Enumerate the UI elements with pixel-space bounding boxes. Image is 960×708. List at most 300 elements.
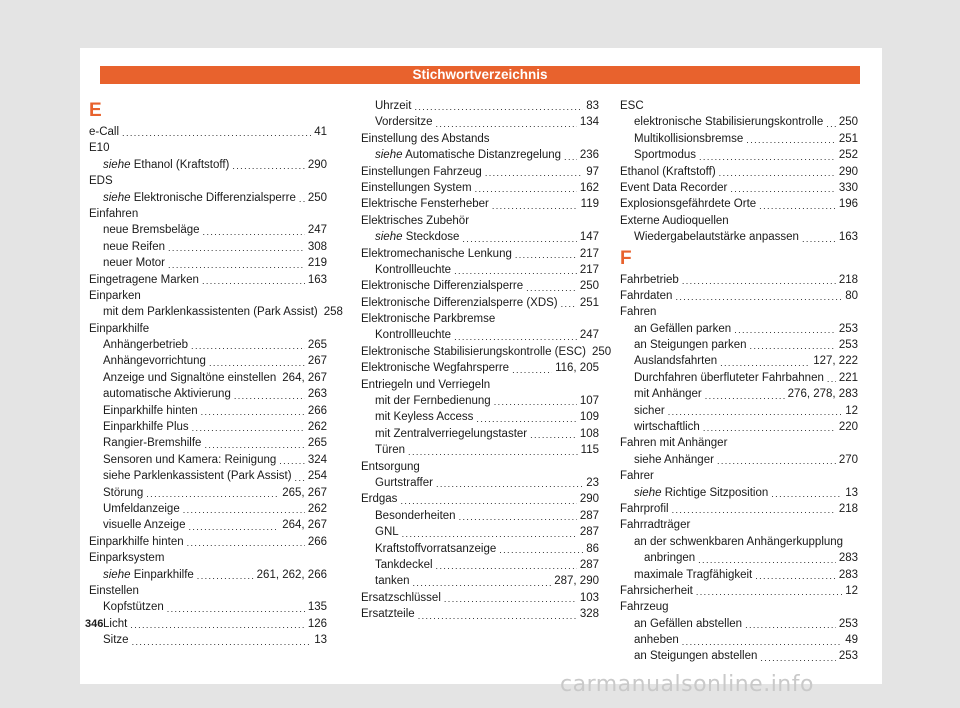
index-entry	[361, 295, 599, 311]
index-page-ref: 86	[586, 542, 599, 555]
dot-leader	[299, 192, 305, 206]
index-page-ref: 236	[579, 149, 599, 162]
index-page-ref: 250	[592, 345, 612, 358]
dot-leader	[755, 569, 836, 583]
index-entry-text: Steckdose	[405, 231, 460, 244]
index-heading: Einparksystem	[89, 552, 165, 565]
dot-leader	[696, 585, 842, 599]
dot-leader	[122, 126, 311, 140]
index-entry-label	[103, 501, 180, 517]
index-heading: Elektronische Parkbremse	[361, 313, 496, 326]
dot-leader	[476, 412, 576, 426]
index-entry-label	[103, 567, 194, 583]
index-entry	[89, 534, 327, 550]
index-entry-text: neue Reifen	[103, 240, 166, 253]
index-entry	[620, 272, 858, 288]
index-entry-text: an Gefällen abstellen	[634, 617, 743, 630]
index-page-ref: 41	[314, 125, 327, 138]
index-page-ref: 13	[314, 634, 327, 647]
index-page-ref: 261, 262, 266	[256, 568, 327, 581]
index-entry-text: Ersatzteile	[361, 608, 415, 621]
index-entry-text: Fahrsicherheit	[620, 584, 693, 597]
index-entry-label	[103, 599, 164, 615]
index-page-ref: 253	[838, 650, 858, 663]
index-entry	[89, 386, 327, 402]
index-entry	[620, 337, 858, 353]
index-page-ref: 49	[845, 634, 858, 647]
index-entry	[361, 426, 599, 442]
siehe-reference: siehe	[103, 568, 131, 581]
index-heading: Einstellen	[89, 584, 139, 597]
page-number: 346	[85, 618, 104, 630]
dot-leader	[561, 297, 577, 311]
index-page-ref: 221	[838, 371, 858, 384]
dot-leader	[414, 100, 583, 114]
index-entry	[620, 131, 858, 147]
index-heading: Fahrradträger	[620, 519, 691, 532]
index-entry-label	[375, 442, 405, 458]
index-page-ref: 287	[579, 509, 599, 522]
index-page-ref: 163	[838, 231, 858, 244]
dot-leader	[201, 405, 305, 419]
index-entry-text: siehe Parklenkassistent (Park Assist)	[103, 470, 292, 483]
index-entry-label	[89, 124, 119, 140]
dot-leader	[204, 438, 304, 452]
index-heading: an der schwenkbaren Anhängerkupplung	[634, 535, 844, 548]
index-entry-text: Einparkhilfe	[133, 568, 194, 581]
index-page-ref: 247	[307, 224, 327, 237]
index-entry-text: e-Call	[89, 125, 120, 138]
index-page-ref: 12	[845, 404, 858, 417]
index-page-ref: 290	[307, 158, 327, 171]
index-entry-label	[361, 246, 512, 262]
dot-leader	[499, 543, 583, 557]
index-entry-label	[103, 190, 296, 206]
index-entry-text: Einstellungen System	[361, 181, 472, 194]
index-entry	[361, 442, 599, 458]
dot-leader	[771, 487, 842, 501]
index-entry-label	[644, 550, 695, 566]
dot-leader	[444, 592, 577, 606]
dot-leader	[234, 389, 305, 403]
index-entry-text: maximale Tragfähigkeit	[634, 568, 753, 581]
index-entry-label	[634, 337, 747, 353]
index-entry-label	[361, 164, 482, 180]
index-entry	[620, 370, 858, 386]
index-entry	[361, 541, 599, 557]
index-entry-text: wirtschaftlich	[634, 421, 700, 434]
index-entry-label	[375, 409, 473, 425]
index-entry-label	[103, 435, 201, 451]
index-page-ref: 270	[838, 453, 858, 466]
index-heading: Entsorgung	[361, 460, 420, 473]
dot-leader	[459, 510, 577, 524]
index-entry	[620, 501, 858, 517]
index-entry-label	[375, 524, 399, 540]
dot-leader	[454, 264, 577, 278]
index-entry	[89, 501, 327, 517]
index-entry	[89, 567, 327, 583]
index-entry-label	[103, 468, 292, 484]
index-page-ref: 107	[579, 395, 599, 408]
index-entry-text: Ethanol (Kraftstoff)	[133, 158, 230, 171]
index-entry	[361, 606, 599, 622]
index-entry	[361, 491, 599, 507]
index-entry-text: Ethanol (Kraftstoff)	[620, 165, 716, 178]
dot-leader	[436, 477, 583, 491]
index-entry-label	[89, 534, 184, 550]
dot-leader	[232, 159, 304, 173]
index-page-ref: 287, 290	[554, 575, 599, 588]
dot-leader	[462, 232, 576, 246]
index-entry	[361, 573, 599, 589]
index-page-ref: 103	[579, 591, 599, 604]
index-entry	[620, 353, 858, 369]
index-entry-label	[361, 606, 415, 622]
index-letter-heading: F	[620, 247, 632, 269]
index-entry-label	[620, 180, 727, 196]
index-entry-text: Elektronische Differenzialsperre (XDS)	[361, 296, 558, 309]
index-page-ref: 264, 267	[282, 371, 328, 384]
index-page-ref: 287	[579, 558, 599, 571]
index-entry-text: Sensoren und Kamera: Reinigung	[103, 453, 277, 466]
index-entry-text: mit dem Parklenkassistenten (Park Assist)	[103, 306, 318, 319]
index-page-ref: 266	[307, 404, 327, 417]
index-entry-text: Richtige Sitzposition	[664, 486, 769, 499]
index-entry-label	[103, 419, 189, 435]
index-entry	[620, 616, 858, 632]
index-entry-text: Kraftstoffvorratsanzeige	[375, 542, 497, 555]
index-entry-label	[634, 131, 743, 147]
index-entry	[620, 180, 858, 196]
index-page-ref: 253	[838, 322, 858, 335]
index-page-ref: 247	[579, 329, 599, 342]
index-page-ref: 264, 267	[282, 519, 327, 532]
index-entry-text: mit Anhänger	[634, 388, 702, 401]
index-entry	[620, 114, 858, 130]
index-heading: E10	[89, 142, 110, 155]
index-page-ref: 97	[586, 165, 599, 178]
siehe-reference: siehe	[103, 191, 131, 204]
index-entry-label	[103, 485, 143, 501]
dot-leader	[494, 395, 577, 409]
index-page-ref: 283	[838, 568, 858, 581]
index-entry-label	[103, 403, 198, 419]
index-entry	[620, 386, 858, 402]
index-column-3	[620, 98, 858, 665]
dot-leader	[759, 199, 836, 213]
index-entry-label	[620, 272, 679, 288]
siehe-reference: siehe	[634, 486, 662, 499]
index-entry	[361, 360, 599, 376]
index-entry	[620, 649, 858, 665]
index-page-ref: 253	[838, 617, 858, 630]
index-entry-label	[375, 573, 410, 589]
index-entry	[361, 147, 599, 163]
index-entry-text: Fahrprofil	[620, 502, 669, 515]
index-entry	[361, 393, 599, 409]
index-entry-text: Multikollisionsbremse	[634, 132, 744, 145]
index-entry-text: Sitze	[103, 634, 129, 647]
index-page-ref: 108	[579, 427, 599, 440]
index-entry-text: Elektronische Wegfahrsperre	[361, 362, 510, 375]
dot-leader	[454, 330, 577, 344]
index-entry	[620, 196, 858, 212]
dot-leader	[492, 199, 578, 213]
index-entry	[89, 517, 327, 533]
index-entry-text: Kontrollleuchte	[375, 329, 452, 342]
index-page-ref: 330	[838, 181, 858, 194]
index-entry-label	[361, 590, 441, 606]
index-entry	[89, 190, 327, 206]
dot-leader	[436, 117, 577, 131]
index-entry-label	[361, 180, 472, 196]
index-entry	[620, 550, 858, 566]
dot-leader	[672, 503, 836, 517]
index-page-ref: 83	[586, 99, 599, 112]
index-entry	[89, 485, 327, 501]
index-entry	[361, 229, 599, 245]
index-entry-text: Erdgas	[361, 493, 398, 506]
index-entry	[89, 632, 327, 648]
dot-leader	[188, 520, 279, 534]
index-entry-text: GNL	[375, 526, 399, 539]
dot-leader	[485, 166, 583, 180]
index-entry-label	[375, 557, 433, 573]
dot-leader	[802, 232, 836, 246]
dot-leader	[682, 274, 836, 288]
index-page-ref: 290	[579, 493, 599, 506]
index-page-ref: 258	[323, 306, 343, 319]
dot-leader	[203, 225, 305, 239]
index-entry-text: Elektronische Differenzialsperre	[133, 191, 296, 204]
index-column-2	[361, 98, 612, 623]
index-entry-text: an Gefällen parken	[634, 322, 732, 335]
index-page-ref: 218	[838, 273, 858, 286]
dot-leader	[402, 527, 577, 541]
index-entry-label	[634, 567, 752, 583]
index-heading: Einfahren	[89, 207, 139, 220]
index-entry-text: Anhängevorrichtung	[103, 355, 206, 368]
index-entry	[361, 98, 599, 114]
index-page-ref: 115	[580, 444, 599, 457]
dot-leader	[187, 536, 305, 550]
index-page-ref: 265	[307, 339, 327, 352]
dot-leader	[202, 274, 305, 288]
index-heading: Entriegeln und Verriegeln	[361, 378, 491, 391]
index-entry-label	[103, 157, 229, 173]
index-entry-label	[375, 147, 561, 163]
index-entry	[620, 632, 858, 648]
dot-leader	[698, 553, 836, 567]
index-entry	[89, 616, 327, 632]
index-entry-label	[89, 272, 199, 288]
dot-leader	[418, 609, 577, 623]
index-entry-text: Einparkhilfe Plus	[103, 421, 189, 434]
index-entry-text: Rangier-Bremshilfe	[103, 437, 202, 450]
dot-leader	[209, 356, 305, 370]
dot-leader	[717, 454, 836, 468]
index-heading: Einstellung des Abstands	[361, 132, 490, 145]
watermark: carmanualsonline.info	[560, 672, 814, 697]
index-entry	[620, 419, 858, 435]
index-entry-text: Einstellungen Fahrzeug	[361, 165, 482, 178]
index-entry-text: Anhängerbetrieb	[103, 339, 189, 352]
index-page-ref: 251	[838, 132, 858, 145]
dot-leader	[699, 150, 836, 164]
index-entry-label	[375, 475, 433, 491]
index-entry-text: siehe Anhänger	[634, 453, 714, 466]
dot-leader	[720, 356, 810, 370]
index-page-ref: 109	[579, 411, 599, 424]
index-entry-text: automatische Aktivierung	[103, 388, 231, 401]
index-heading: ESC	[620, 100, 644, 112]
dot-leader	[705, 389, 785, 403]
dot-leader	[168, 258, 305, 272]
index-page-ref: 265	[307, 437, 327, 450]
index-page-ref: 287	[579, 526, 599, 539]
index-entry-text: Umfeldanzeige	[103, 502, 180, 515]
index-entry	[89, 304, 343, 320]
dot-leader	[719, 166, 836, 180]
index-entry-text: Eingetragene Marken	[89, 273, 199, 286]
index-entry	[89, 435, 327, 451]
index-entry-label	[103, 616, 127, 632]
index-entry	[89, 599, 327, 615]
index-entry-label	[375, 114, 433, 130]
index-entry	[361, 180, 599, 196]
index-entry-label	[103, 452, 276, 468]
index-entry-label	[620, 164, 716, 180]
index-entry-text: neuer Motor	[103, 257, 166, 270]
index-entry	[361, 196, 599, 212]
index-entry-text: Vordersitze	[375, 116, 433, 129]
index-entry-label	[634, 648, 757, 664]
index-page-ref: 290	[838, 165, 858, 178]
index-entry-label	[375, 327, 451, 343]
dot-leader	[197, 569, 254, 583]
index-heading: Fahren	[620, 306, 657, 319]
index-page-ref: 127, 222	[813, 355, 858, 368]
index-entry-text: Wiedergabelautstärke anpassen	[634, 231, 799, 244]
index-entry-text: Auslandsfahrten	[634, 355, 718, 368]
index-entry	[361, 344, 612, 360]
dot-leader	[730, 182, 835, 196]
index-page-ref: 250	[838, 116, 858, 129]
index-entry-label	[103, 353, 206, 369]
index-entry-label	[620, 196, 756, 212]
index-entry-text: Fahrbetrieb	[620, 273, 679, 286]
index-entry-label	[634, 386, 702, 402]
index-entry	[89, 403, 327, 419]
index-entry-label	[103, 517, 185, 533]
index-page-ref: 217	[579, 247, 599, 260]
index-entry	[620, 164, 858, 180]
dot-leader	[413, 576, 552, 590]
index-entry-label	[375, 426, 527, 442]
dot-leader	[826, 117, 836, 131]
index-entry-text: mit Keyless Access	[375, 411, 474, 424]
index-page-ref: 23	[586, 476, 599, 489]
index-entry	[361, 590, 599, 606]
index-page-ref: 250	[579, 280, 599, 293]
index-entry	[89, 272, 327, 288]
index-page-ref: 267	[307, 355, 327, 368]
dot-leader	[475, 182, 577, 196]
index-page-ref: 328	[579, 608, 599, 621]
index-entry-text: Durchfahren überfluteter Fahrbahnen	[634, 371, 824, 384]
index-entry	[620, 147, 858, 163]
index-entry	[361, 475, 599, 491]
index-entry	[89, 255, 327, 271]
index-entry	[361, 164, 599, 180]
index-page-ref: 12	[845, 584, 858, 597]
index-page-ref: 251	[579, 296, 599, 309]
index-entry-label	[634, 632, 679, 648]
siehe-reference: siehe	[103, 158, 131, 171]
index-entry-text: Einparkhilfe hinten	[89, 535, 184, 548]
dot-leader	[295, 471, 305, 485]
index-entry-label	[634, 147, 696, 163]
index-entry-label	[634, 403, 665, 419]
dot-leader	[745, 618, 836, 632]
index-entry	[89, 222, 327, 238]
index-page-ref: 217	[579, 263, 599, 276]
dot-leader	[675, 290, 842, 304]
index-entry-label	[103, 255, 165, 271]
index-page-ref: 147	[579, 231, 599, 244]
index-entry-text: Elektromechanische Lenkung	[361, 247, 512, 260]
dot-leader	[760, 651, 835, 665]
index-page-ref: 252	[838, 149, 858, 162]
dot-leader	[130, 618, 305, 632]
index-entry	[620, 485, 858, 501]
dot-leader	[183, 503, 305, 517]
index-entry	[620, 321, 858, 337]
index-entry-label	[361, 278, 523, 294]
index-page-ref: 254	[307, 470, 327, 483]
index-entry-label	[634, 353, 717, 369]
index-entry-text: Gurtstraffer	[375, 476, 433, 489]
index-page-ref: 308	[307, 240, 327, 253]
index-entry-label	[634, 114, 823, 130]
dot-leader	[436, 559, 577, 573]
index-entry-label	[620, 288, 672, 304]
index-entry-label	[634, 616, 742, 632]
index-heading: Externe Audioquellen	[620, 214, 729, 227]
index-entry-text: Kontrollleuchte	[375, 263, 452, 276]
index-entry	[361, 246, 599, 262]
index-entry	[620, 567, 858, 583]
dot-leader	[146, 487, 279, 501]
index-heading: Fahrer	[620, 470, 654, 483]
index-entry-label	[375, 262, 451, 278]
index-page-ref: 116, 205	[555, 362, 599, 375]
index-heading: Fahren mit Anhänger	[620, 437, 728, 450]
index-page-ref: 119	[580, 198, 599, 211]
index-entry-label	[361, 196, 489, 212]
dot-leader	[168, 241, 305, 255]
index-entry-label	[103, 222, 200, 238]
index-page-ref: 265, 267	[282, 486, 327, 499]
index-entry-text: Tankdeckel	[375, 558, 433, 571]
dot-leader	[167, 602, 305, 616]
index-heading: Fahrzeug	[620, 601, 669, 614]
dot-leader	[512, 363, 552, 377]
index-entry	[361, 114, 599, 130]
index-entry-text: Elektronische Differenzialsperre	[361, 280, 524, 293]
dot-leader	[279, 454, 305, 468]
